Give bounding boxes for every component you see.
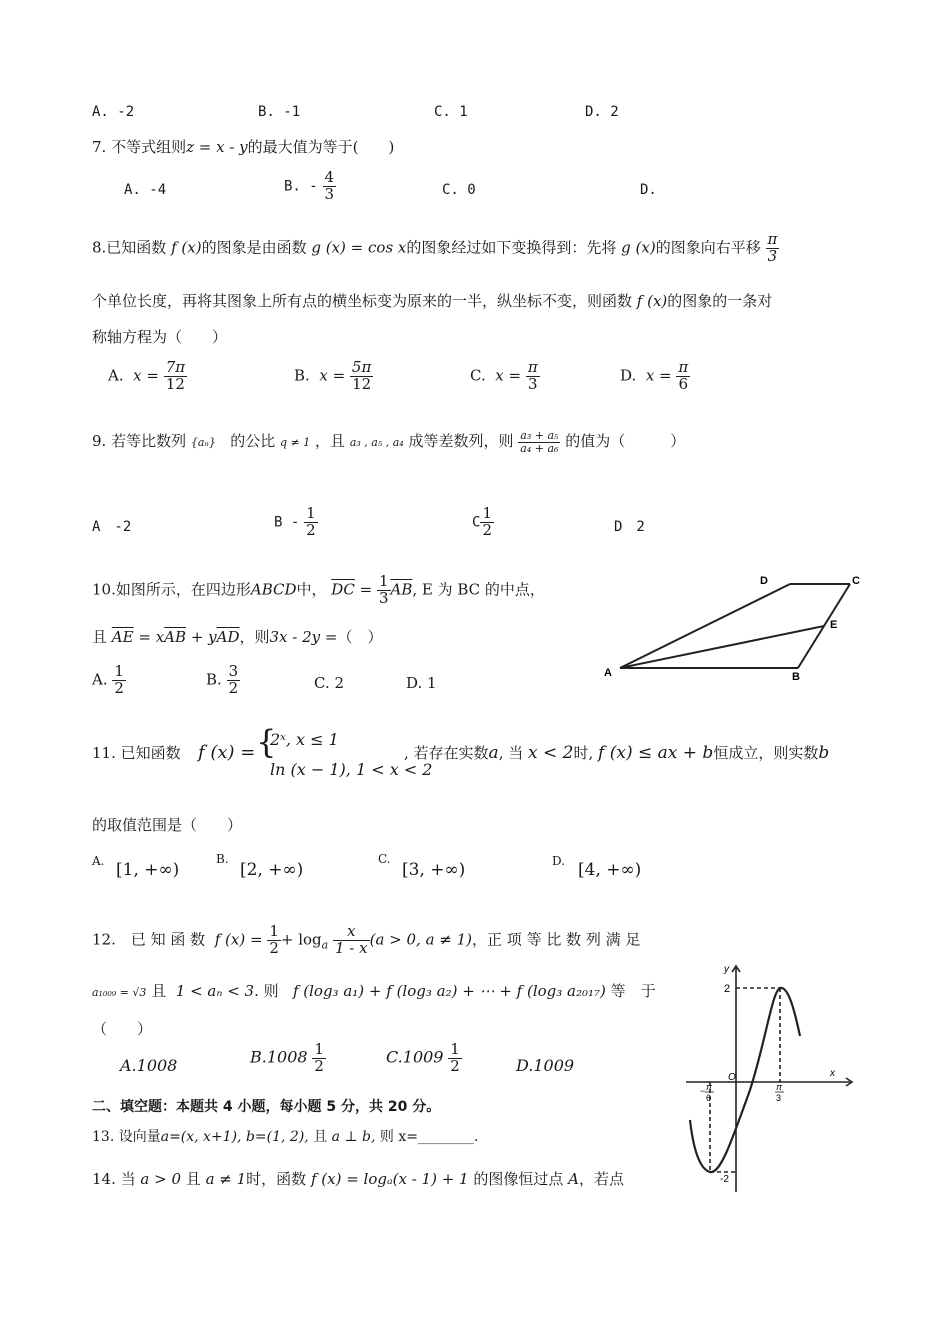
q10-line2 xyxy=(92,626,382,647)
q8-text-a: 8.已知函数 xyxy=(92,238,167,257)
q12-fx: f (x) = xyxy=(214,930,263,949)
q12-a1009: a₁₀₀₉ = √3 xyxy=(92,986,147,999)
q12-line2 xyxy=(92,980,656,1001)
q11-b: b xyxy=(818,743,830,763)
q12-range: 1 < aₙ < 3 xyxy=(175,982,255,1000)
q7-option-a: A. -4 xyxy=(124,182,167,198)
q14-text-d: 的图像恒过点 xyxy=(473,1170,564,1188)
q8-d-den: 6 xyxy=(678,374,689,393)
q10-b-label: B. xyxy=(206,670,222,689)
q8-gx: g (x) = cos x xyxy=(311,238,407,257)
q10-vec-ab: $\overline{AB}$ xyxy=(390,580,413,599)
q11-fx: f (x) = xyxy=(198,742,256,763)
q10-label-c: C xyxy=(852,575,860,587)
q8-line3: 称轴方程为（ ） xyxy=(92,328,228,346)
q14-cond-2: a ≠ 1 xyxy=(205,1170,247,1188)
q9-b-label: B - xyxy=(274,514,300,531)
q8-a-x: x = xyxy=(133,366,159,385)
q10-a-fraction xyxy=(112,664,126,697)
q13-text-b: 且 xyxy=(313,1129,328,1145)
q8-text-e: 个单位长度，再将其图象上所有点的横坐标变为原来的一半，纵坐标不变，则函数 xyxy=(92,292,633,310)
q10-option-c: C. 2 xyxy=(314,674,345,692)
q9-num: a₃ + a₅ xyxy=(520,429,559,442)
q9-stem xyxy=(92,430,685,454)
q8-text-c: 的图象经过如下变换得到：先将 xyxy=(406,238,617,257)
q6-option-a: A. -2 xyxy=(92,104,135,120)
q14-fx: f (x) = logₐ(x - 1) + 1 xyxy=(310,1170,469,1188)
tick-left-minus: − xyxy=(700,1086,706,1096)
q11-text-a: 11. 已知函数 xyxy=(92,744,181,762)
q14-point-a: A xyxy=(568,1170,580,1188)
tick-label-neg2: -2 xyxy=(720,1174,729,1185)
q12-option-c xyxy=(386,1042,462,1075)
q9-fraction xyxy=(518,430,560,454)
q8-b-den: 12 xyxy=(352,374,372,393)
q12-text-e: 等 于 xyxy=(610,982,656,1000)
q12-text-a: 12. 已 知 函 数 xyxy=(92,930,206,949)
q11-option-c: [3, +∞) xyxy=(402,860,466,880)
q9-option-b xyxy=(274,506,318,539)
q10-b-num: 3 xyxy=(228,662,239,680)
q14-text-b: 且 xyxy=(185,1170,201,1188)
q12-c-num: 1 xyxy=(450,1040,460,1058)
q9-c-label: C xyxy=(472,514,481,531)
q7-b-den: 3 xyxy=(324,184,335,203)
q10-expr: 3x - 2y xyxy=(269,628,321,646)
q9-text-a: 9. 若等比数列 xyxy=(92,432,187,451)
q12-c-den: 2 xyxy=(450,1056,460,1075)
q7-option-c: C. 0 xyxy=(442,182,476,198)
q12-x-num: x xyxy=(333,924,370,941)
q13-text-d: . xyxy=(474,1129,479,1145)
q8-b-x: x = xyxy=(319,366,346,385)
q6-option-b: B. -1 xyxy=(258,104,301,120)
q14-cond-1: a > 0 xyxy=(140,1170,181,1188)
q11-text-e: 恒成立，则实数 xyxy=(713,744,819,762)
q8-shift-den: 3 xyxy=(767,246,778,265)
q12-b-fraction xyxy=(312,1042,326,1075)
q7-stem xyxy=(92,136,394,157)
q8-fx: f (x) xyxy=(171,238,202,257)
q9-den: a₄ + a₆ xyxy=(520,441,559,455)
q7-expr: z = x - y xyxy=(186,138,248,156)
q12-text-b: ，正 项 等 比 数 列 满 足 xyxy=(472,930,641,949)
q9-text-e: 的值为（ ） xyxy=(565,432,686,451)
q8-b-num: 5π xyxy=(351,358,372,376)
q8-a-den: 12 xyxy=(165,374,185,393)
q10-option-d: D. 1 xyxy=(406,674,437,692)
q8-b-label: B. xyxy=(294,366,310,385)
q9-c-den: 2 xyxy=(482,520,492,539)
q9-option-d: D 2 xyxy=(614,519,645,535)
q9-seq: {aₙ} xyxy=(190,436,216,450)
q8-gx2: g (x) xyxy=(621,238,656,257)
q9-b-den: 2 xyxy=(306,520,316,539)
q10-text-b: 中， xyxy=(296,580,327,599)
section-2-heading: 二、填空题：本题共 4 小题，每小题 5 分，共 20 分。 xyxy=(92,1099,441,1115)
q12-option-d: D.1009 xyxy=(516,1056,575,1075)
q8-text-f: 的图象的一条对 xyxy=(667,292,773,310)
q14-stem xyxy=(92,1168,624,1189)
q10-abcd: ABCD xyxy=(250,580,297,599)
q8-a-label: A. xyxy=(108,366,124,385)
q9-text-b: 的公比 xyxy=(230,432,276,451)
q8-d-label: D. xyxy=(620,366,637,385)
q8-d-num: π xyxy=(678,358,689,376)
q14-text-a: 14. 当 xyxy=(92,1170,136,1188)
q9-terms: a₃ , a₅ , a₄ xyxy=(349,436,404,450)
q8-a-num: 7π xyxy=(165,358,186,376)
q8-text-b: 的图象是由函数 xyxy=(201,238,307,257)
q11-option-a-label: A. xyxy=(92,854,105,868)
q12-c-label: C.1009 xyxy=(386,1047,444,1067)
tick-right-den: 3 xyxy=(776,1093,782,1103)
q10-b-den: 2 xyxy=(228,678,239,697)
q12-half xyxy=(267,924,281,957)
q11-text-b: , 若存在实数 xyxy=(404,744,489,762)
q10-eq: = xyxy=(359,580,373,599)
q9-text-d: 成等差数列，则 xyxy=(408,432,514,451)
q11-cond: x < 2 xyxy=(528,743,574,763)
q6-option-d: D. 2 xyxy=(585,104,619,120)
q9-c-fraction xyxy=(480,506,494,539)
q9-b-num: 1 xyxy=(306,504,316,522)
q9-option-c xyxy=(472,506,494,539)
q8-d-x: x = xyxy=(645,366,672,385)
q13-text-a: 13. 设向量 xyxy=(92,1129,161,1145)
q10-vec-ae: $\overline{AE}$ xyxy=(111,628,134,646)
q10-vec-ad: $\overline{AD}$ xyxy=(216,628,240,646)
q7-option-b xyxy=(284,170,336,203)
q11-option-b-label: B. xyxy=(216,852,229,866)
q11-line2: 的取值范围是（ ） xyxy=(92,816,243,834)
tick-left-num: π xyxy=(706,1082,713,1092)
q10-text-c: , E 为 BC 的中点， xyxy=(412,580,545,599)
q11-case1: 2ˣ, x ≤ 1 xyxy=(270,730,339,749)
q9-q: q ≠ 1 xyxy=(280,436,311,450)
q8-d-fraction xyxy=(676,360,690,393)
q6-option-c: C. 1 xyxy=(434,104,468,120)
q12-line1 xyxy=(92,924,640,957)
q10-label-d: D xyxy=(760,575,768,587)
q11-brace: { xyxy=(256,723,277,761)
q12-b-label: B.1008 xyxy=(250,1047,308,1067)
q8-b-fraction xyxy=(350,360,373,393)
q8-option-a xyxy=(108,360,187,393)
q12-cond: (a > 0, a ≠ 1) xyxy=(369,930,473,949)
q12-log: + log xyxy=(280,930,322,949)
q8-c-fraction xyxy=(526,360,540,393)
q12-option-a: A.1008 xyxy=(120,1056,178,1075)
q13-answer-blank[interactable]: ________ xyxy=(418,1129,474,1145)
q8-a-fraction xyxy=(164,360,187,393)
q10-a-label: A. xyxy=(92,670,108,689)
q13-stem xyxy=(92,1126,478,1146)
q7-b-num: 4 xyxy=(324,168,335,186)
q10-num: 1 xyxy=(378,572,389,590)
q11-text-c: , 当 xyxy=(498,744,524,762)
q12-log-base: a xyxy=(321,938,329,952)
q12-sum: f (log₃ a₁) + f (log₃ a₂) + ⋯ + f (log₃ a₂₀₁₇) xyxy=(292,982,606,1000)
q7-option-b-label: B. - xyxy=(284,178,318,195)
q12-x-fraction xyxy=(333,924,370,957)
q8-shift-num: π xyxy=(767,230,778,248)
x-axis-label: x xyxy=(830,1068,835,1079)
q8-line1 xyxy=(92,232,779,265)
q10-text-g: ，则 xyxy=(239,628,270,646)
q13-vector-b: b=(1, 2), xyxy=(245,1129,309,1145)
q10-text-f: + y xyxy=(190,628,217,646)
q10-vec-ab2: $\overline{AB}$ xyxy=(164,628,187,646)
q11-a: a xyxy=(488,743,499,763)
q12-b-num: 1 xyxy=(314,1040,324,1058)
q12-c-fraction xyxy=(448,1042,462,1075)
q10-den: 3 xyxy=(378,588,389,607)
q10-b-fraction xyxy=(227,664,241,697)
q10-text-d: 且 xyxy=(92,628,108,646)
q12-text-d: . 则 xyxy=(254,982,279,1000)
tick-label-2: 2 xyxy=(724,983,731,995)
q12-half-den: 2 xyxy=(269,938,279,957)
q10-text-a: 10.如图所示，在四边形 xyxy=(92,580,251,599)
q13-perp: a ⊥ b, xyxy=(331,1129,376,1145)
q10-option-a xyxy=(92,664,126,697)
q11-text-d: 时, xyxy=(573,744,594,762)
q10-fraction xyxy=(377,574,391,607)
q10-label-a: A xyxy=(604,667,612,679)
q11-line1-rest xyxy=(404,742,829,763)
q10-option-b xyxy=(206,664,240,697)
q11-option-a: [1, +∞) xyxy=(116,860,180,880)
q12-half-num: 1 xyxy=(269,922,279,940)
q11-ineq: f (x) ≤ ax + b xyxy=(598,743,714,763)
q10-line1 xyxy=(92,574,545,607)
q7-option-d: D. xyxy=(640,182,657,198)
q11-case2: ln (x − 1), 1 < x < 2 xyxy=(270,760,433,779)
q12-text-c: 且 xyxy=(151,982,167,1000)
sine-curve xyxy=(690,988,800,1172)
q10-label-b: B xyxy=(792,671,800,682)
q9-option-a: A -2 xyxy=(92,519,132,535)
q8-c-x: x = xyxy=(495,366,522,385)
q10-label-e: E xyxy=(830,619,838,631)
q7-prefix: 7. 不等式组则 xyxy=(92,138,187,156)
q12-sine-graph-figure xyxy=(680,960,860,1196)
q12-line3: （ ） xyxy=(92,1020,153,1038)
q7-option-b-fraction xyxy=(323,170,337,203)
q14-text-c: 时，函数 xyxy=(246,1170,307,1188)
q8-c-den: 3 xyxy=(528,374,538,393)
tick-left-den: 6 xyxy=(706,1093,712,1103)
q10-text-h: =（ ） xyxy=(324,628,383,646)
q11-option-d-label: D. xyxy=(552,854,566,868)
q11-option-d: [4, +∞) xyxy=(578,860,642,880)
q8-c-num: π xyxy=(527,358,538,376)
q11-option-c-label: C. xyxy=(378,852,391,866)
q12-option-b xyxy=(250,1042,326,1075)
q8-fx2: f (x) xyxy=(636,292,668,310)
y-axis-label: y xyxy=(724,964,729,975)
q10-a-num: 1 xyxy=(114,662,124,680)
q9-b-fraction xyxy=(304,506,318,539)
q10-text-e: = x xyxy=(138,628,165,646)
q10-segment-ae xyxy=(620,626,824,668)
q8-text-d: 的图象向右平移 xyxy=(655,238,761,257)
origin-label: O xyxy=(728,1072,736,1083)
q13-text-c: 则 x= xyxy=(379,1129,418,1145)
q8-c-label: C. xyxy=(470,366,486,385)
q12-b-den: 2 xyxy=(314,1056,324,1075)
q8-option-b xyxy=(294,360,373,393)
q8-option-d xyxy=(620,360,690,393)
q14-text-e: ，若点 xyxy=(579,1170,625,1188)
q10-a-den: 2 xyxy=(114,678,124,697)
q13-vector-a: a=(x, x+1), xyxy=(160,1129,242,1145)
q8-option-c xyxy=(470,360,540,393)
q8-line2 xyxy=(92,290,772,311)
q11-option-b: [2, +∞) xyxy=(240,860,304,880)
q7-suffix: 的最大值为等于( ) xyxy=(247,138,395,156)
q8-shift-fraction xyxy=(766,232,780,265)
q10-quadrilateral-figure xyxy=(596,570,868,682)
q10-vec-dc: $\overline{DC}$ xyxy=(331,580,355,599)
q10-edge-ad xyxy=(620,584,790,668)
tick-right-num: π xyxy=(776,1082,783,1092)
q9-text-c: ，且 xyxy=(315,432,346,451)
q9-c-num: 1 xyxy=(482,504,492,522)
q12-x-den: 1 - x xyxy=(335,938,368,957)
